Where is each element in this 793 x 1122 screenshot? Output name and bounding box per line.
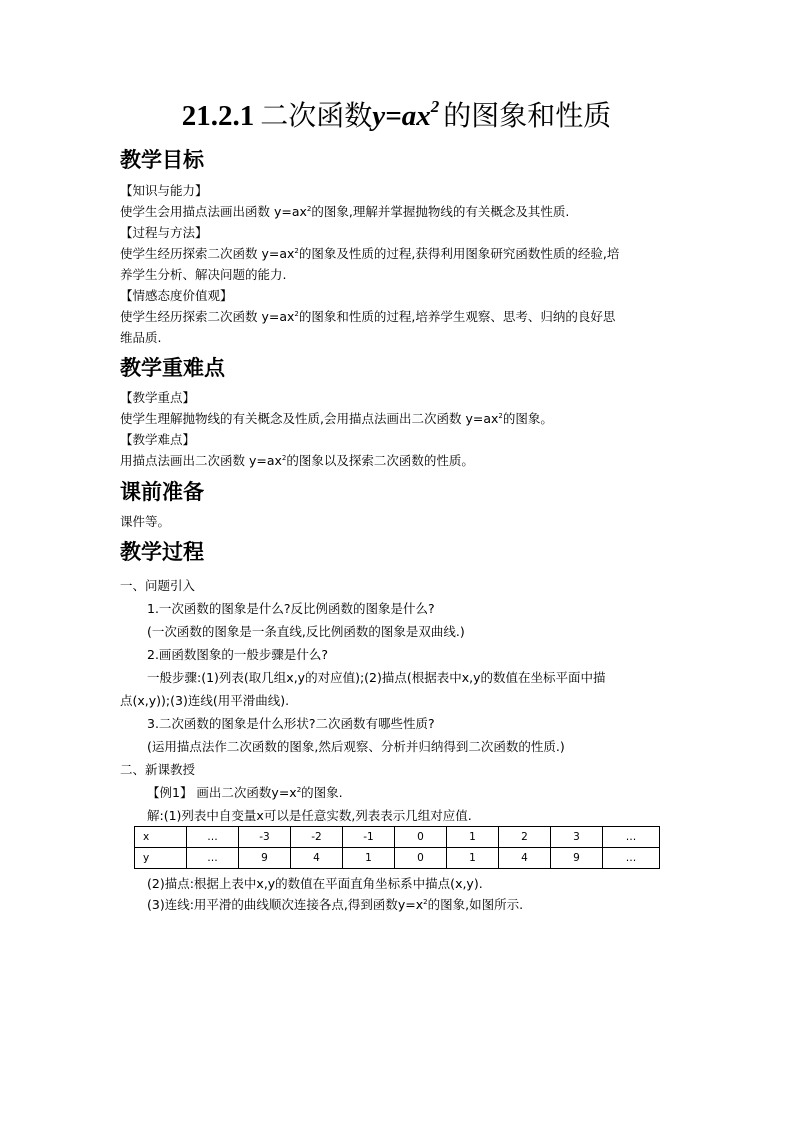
part2-heading: 二、新课教授	[120, 762, 196, 777]
title-number: 21.2.1	[181, 100, 255, 132]
question-2: 2.画函数图象的一般步骤是什么?	[147, 647, 329, 662]
difficulty-heading: 【教学难点】	[120, 432, 196, 447]
table-cell: -2	[291, 827, 343, 848]
emotion-text-line1: 使学生经历探索二次函数 $y=ax^2$的图象和性质的过程,培养学生观察、思考、归纳的良好思	[120, 309, 616, 324]
example-1: 【例1】 画出二次函数$y=x^2$的图象.	[147, 785, 343, 800]
solution-step-2: (2)描点:根据上表中x,y的数值在平面直角坐标系中描点(x,y).	[147, 876, 483, 891]
preparation-text: 课件等。	[120, 514, 171, 529]
title-formula: $y=ax^2$	[372, 97, 440, 132]
table-row-y	[135, 848, 660, 869]
solution-step-1: 解:(1)列表中自变量x可以是任意实数,列表表示几组对应值.	[147, 808, 472, 823]
table-row-x	[135, 827, 660, 848]
method-text-line2: 养学生分析、解决问题的能力.	[120, 267, 287, 282]
emotion-text-line2: 维品质.	[120, 330, 162, 345]
table-cell: 1	[343, 848, 395, 869]
title-text-1: 二次函数	[260, 99, 373, 132]
focus-heading: 【教学重点】	[120, 390, 196, 405]
table-cell: 4	[291, 848, 343, 869]
table-cell: …	[603, 827, 660, 848]
section-heading-process: 教学过程	[120, 540, 204, 564]
section-heading-objectives: 教学目标	[120, 148, 204, 172]
value-table	[134, 826, 660, 869]
table-cell: -3	[239, 827, 291, 848]
part1-heading: 一、问题引入	[120, 578, 196, 593]
focus-text: 使学生理解抛物线的有关概念及性质,会用描点法画出二次函数 $y=ax^2$的图象。	[120, 411, 553, 426]
knowledge-heading: 【知识与能力】	[120, 183, 208, 198]
question-1: 1.一次函数的图象是什么?反比例函数的图象是什么?	[147, 601, 435, 616]
method-heading: 【过程与方法】	[120, 225, 208, 240]
table-cell: 1	[447, 848, 499, 869]
solution-step-3: (3)连线:用平滑的曲线顺次连接各点,得到函数$y=x^2$的图象,如图所示.	[147, 897, 524, 912]
table-cell: 1	[447, 827, 499, 848]
table-cell: 9	[551, 848, 603, 869]
table-cell: 0	[395, 848, 447, 869]
question-3: 3.二次函数的图象是什么形状?二次函数有哪些性质?	[147, 716, 435, 731]
answer-2-line1: 一般步骤:(1)列表(取几组x,y的对应值);(2)描点(根据表中x,y的数值在坐标平面中描	[147, 670, 606, 685]
knowledge-text: 使学生会用描点法画出函数 $y=ax^2$的图象,理解并掌握抛物线的有关概念及其性质.	[120, 204, 570, 219]
table-cell: 3	[551, 827, 603, 848]
page-title	[0, 95, 793, 136]
difficulty-text: 用描点法画出二次函数 $y=ax^2$的图象以及探索二次函数的性质。	[120, 453, 474, 468]
answer-2-line2: 点(x,y));(3)连线(用平滑曲线).	[120, 693, 290, 708]
table-cell: …	[603, 848, 660, 869]
title-text-2: 的图象和性质	[443, 99, 612, 132]
answer-1: (一次函数的图象是一条直线,反比例函数的图象是双曲线.)	[147, 624, 465, 639]
table-cell: -1	[343, 827, 395, 848]
table-cell: x	[135, 827, 187, 848]
emotion-heading: 【情感态度价值观】	[120, 288, 233, 303]
table-cell: 2	[499, 827, 551, 848]
section-heading-key-points: 教学重难点	[120, 356, 225, 380]
table-cell: 9	[239, 848, 291, 869]
table-cell: …	[187, 827, 239, 848]
table-cell: 4	[499, 848, 551, 869]
table-cell: …	[187, 848, 239, 869]
method-text-line1: 使学生经历探索二次函数 $y=ax^2$的图象及性质的过程,获得利用图象研究函数性质的经验,培	[120, 246, 620, 261]
table-cell: y	[135, 848, 187, 869]
answer-3: (运用描点法作二次函数的图象,然后观察、分析并归纳得到二次函数的性质.)	[147, 739, 565, 754]
section-heading-preparation: 课前准备	[120, 480, 204, 504]
table-cell: 0	[395, 827, 447, 848]
